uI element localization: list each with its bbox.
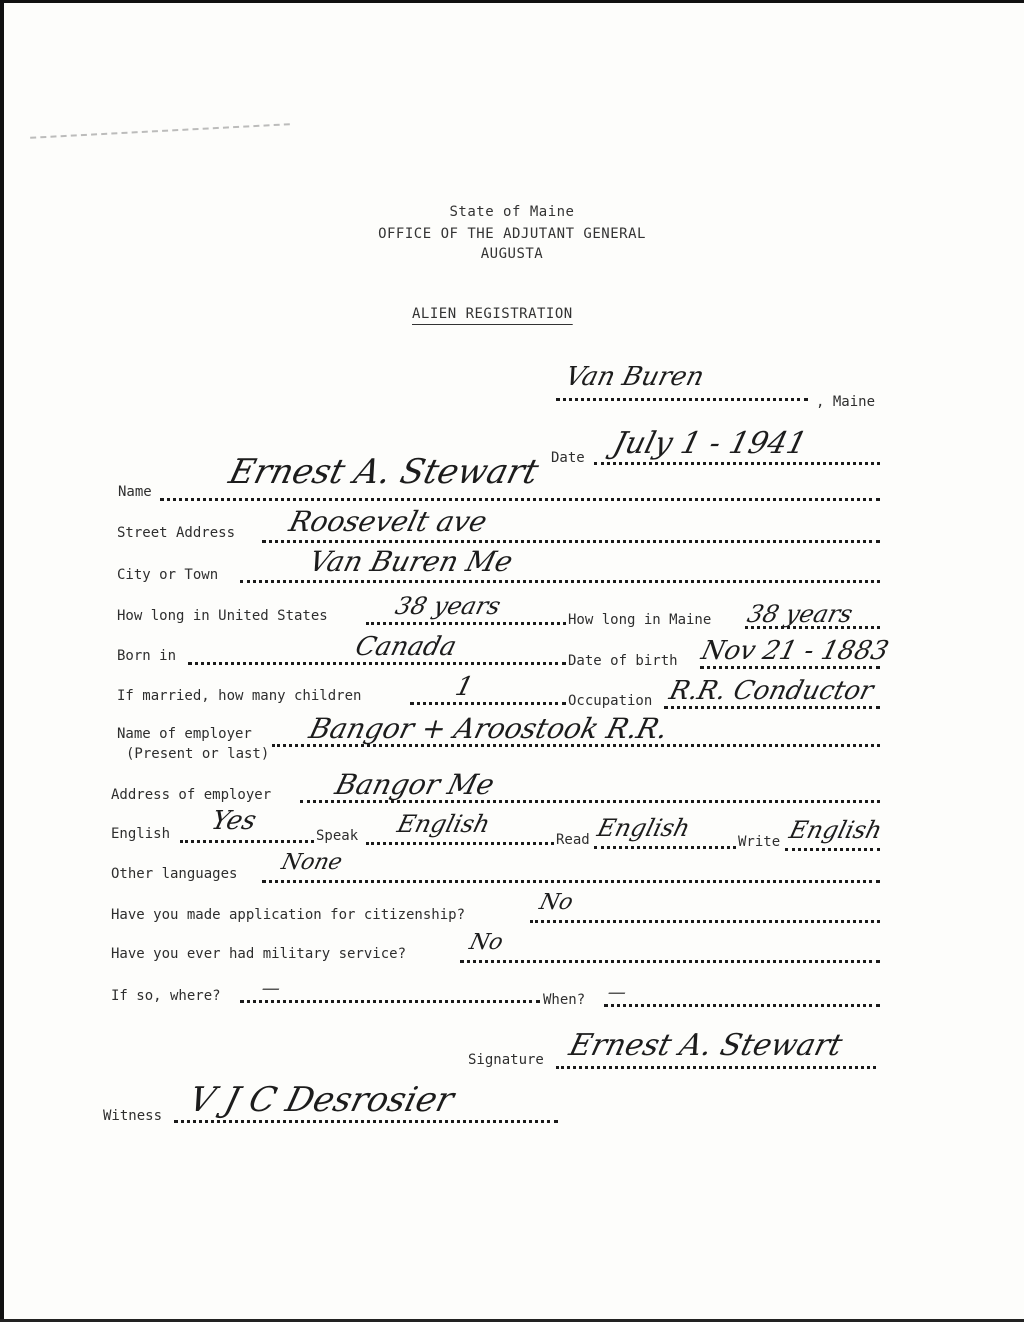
english-dots — [180, 840, 314, 843]
how-long-maine-value: 38 years — [744, 600, 856, 628]
dob-label: Date of birth — [568, 653, 678, 669]
city-dots — [240, 580, 880, 583]
read-label: Read — [556, 832, 590, 848]
street-dots — [262, 540, 880, 543]
employer-value: Bangor + Aroostook R.R. — [305, 712, 672, 745]
read-dots — [594, 846, 736, 849]
born-in-dots — [188, 662, 566, 665]
when-value: — — [605, 982, 629, 1003]
witness-label: Witness — [103, 1108, 163, 1124]
header-city: AUGUSTA — [480, 246, 544, 262]
when-label: When? — [543, 992, 586, 1008]
speak-dots — [366, 842, 554, 845]
city-label: City or Town — [117, 567, 219, 583]
military-label: Have you ever had military service? — [111, 946, 407, 962]
when-dots — [604, 1004, 880, 1007]
born-in-label: Born in — [117, 648, 177, 664]
employer-address-value: Bangor Me — [331, 768, 498, 801]
street-label: Street Address — [117, 525, 236, 541]
citizenship-dots — [530, 920, 880, 923]
date-label: Date — [551, 450, 585, 466]
street-value: Roosevelt ave — [285, 505, 491, 538]
other-languages-value: None — [278, 850, 345, 875]
other-languages-dots — [262, 880, 880, 883]
scan-border-left — [0, 0, 4, 1322]
form-title: ALIEN REGISTRATION — [412, 306, 573, 322]
date-dots — [594, 462, 880, 465]
how-long-us-label: How long in United States — [117, 608, 328, 624]
write-value: English — [786, 816, 885, 844]
scan-artifact — [30, 123, 290, 139]
witness-dots — [174, 1120, 558, 1123]
english-value: Yes — [208, 806, 260, 836]
where-value: — — [259, 978, 283, 999]
where-dots — [240, 1000, 540, 1003]
speak-value: English — [394, 810, 493, 838]
dob-value: Nov 21 - 1883 — [698, 636, 892, 666]
how-long-maine-label: How long in Maine — [568, 612, 712, 628]
maine-label: , Maine — [816, 394, 876, 410]
citizenship-value: No — [536, 890, 576, 915]
occupation-label: Occupation — [568, 693, 653, 709]
witness-value: V J C Desrosier — [185, 1080, 458, 1120]
name-label: Name — [118, 484, 152, 500]
scan-border-top — [0, 0, 1024, 3]
write-dots — [785, 848, 880, 851]
date-value: July 1 - 1941 — [609, 426, 811, 461]
children-dots — [410, 702, 566, 705]
occupation-value: R.R. Conductor — [666, 676, 877, 706]
header-office: OFFICE OF THE ADJUTANT GENERAL — [378, 226, 646, 242]
signature-value: Ernest A. Stewart — [565, 1028, 846, 1063]
occupation-dots — [664, 706, 880, 709]
employer-address-label: Address of employer — [111, 787, 272, 803]
write-label: Write — [738, 834, 781, 850]
read-value: English — [594, 814, 693, 842]
signature-label: Signature — [468, 1052, 544, 1068]
town-dots — [556, 398, 808, 401]
military-dots — [460, 960, 880, 963]
children-label: If married, how many children — [117, 688, 362, 704]
dob-dots — [700, 666, 880, 669]
other-languages-label: Other languages — [111, 866, 238, 882]
where-label: If so, where? — [111, 988, 221, 1004]
how-long-us-dots — [366, 622, 566, 625]
speak-label: Speak — [316, 828, 359, 844]
english-label: English — [111, 826, 171, 842]
name-value: Ernest A. Stewart — [225, 452, 543, 492]
name-dots — [160, 498, 880, 501]
signature-dots — [556, 1066, 876, 1069]
header-state: State of Maine — [449, 204, 575, 220]
born-in-value: Canada — [352, 632, 460, 662]
employer-label: Name of employer — [117, 726, 252, 742]
military-value: No — [466, 930, 506, 955]
employer-note: (Present or last) — [126, 746, 270, 762]
children-value: 1 — [452, 672, 477, 702]
citizenship-label: Have you made application for citizenship? — [111, 907, 466, 923]
city-value: Van Buren Me — [305, 545, 517, 578]
how-long-us-value: 38 years — [392, 592, 504, 620]
town-value: Van Buren — [562, 362, 708, 392]
